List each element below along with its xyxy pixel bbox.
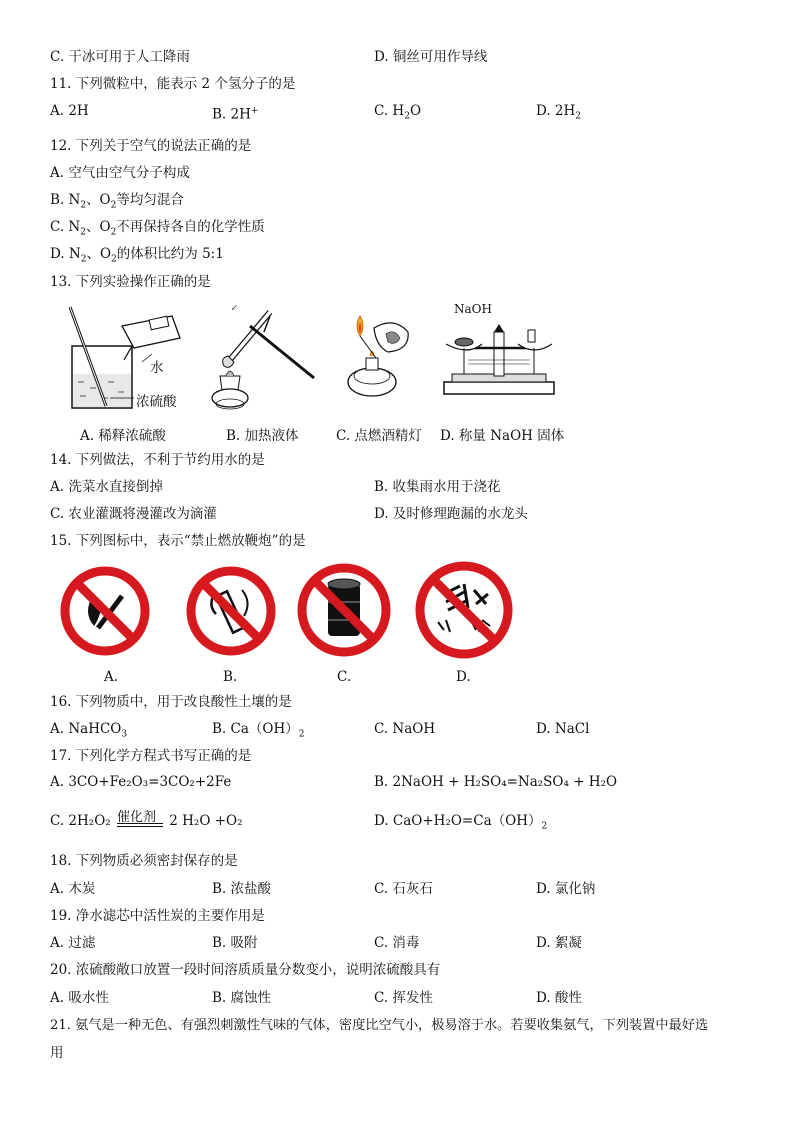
q15-option-d: D. xyxy=(456,669,471,685)
q15-option-c: C. xyxy=(337,669,352,685)
q19-option-c: C. 消毒 xyxy=(374,935,420,951)
q15-option-b: B. xyxy=(223,669,238,685)
q11-option-b: B. 2H+ xyxy=(212,106,259,123)
q17-stem: 17. 下列化学方程式书写正确的是 xyxy=(50,748,252,764)
q12-stem: 12. 下列关于空气的说法正确的是 xyxy=(50,138,252,154)
heating-liquid-figure xyxy=(210,306,320,414)
q12-option-b: B. $N_2$、$O_2$等均匀混合 xyxy=(50,192,184,211)
no-open-flame-sign-icon xyxy=(60,566,150,656)
q12-option-a: A. 空气由空气分子构成 xyxy=(50,165,190,181)
q14-option-d: D. 及时修理跑漏的水龙头 xyxy=(374,506,528,522)
q17-option-b: B. 2NaOH + H₂SO₄=Na₂SO₄ + H₂O xyxy=(374,774,618,790)
label-naoh: NaOH xyxy=(454,302,492,316)
q17-option-d: D. $CaO+H_2O=Ca(OH)_2$ xyxy=(374,813,548,832)
q16-stem: 16. 下列物质中，用于改良酸性土壤的是 xyxy=(50,694,292,710)
arrow-mark-icon: ↙ xyxy=(231,303,238,312)
no-flammable-barrel-sign-icon xyxy=(296,562,392,658)
q16-option-d: D. NaCl xyxy=(536,721,590,737)
no-firecrackers-sign-icon xyxy=(414,560,514,660)
q12-option-c: C. $N_2$、$O_2$不再保持各自的化学性质 xyxy=(50,219,265,238)
q18-option-c: C. 石灰石 xyxy=(374,881,433,897)
q13-option-c: C. 点燃酒精灯 xyxy=(336,428,422,444)
q11-option-d: D. $2H_2$ xyxy=(536,103,582,122)
q14-option-c: C. 农业灌溉将漫灌改为滴灌 xyxy=(50,506,217,522)
q19-stem: 19. 净水滤芯中活性炭的主要作用是 xyxy=(50,908,265,924)
q18-option-a: A. 木炭 xyxy=(50,881,96,897)
q12-option-d: D. $N_2$、$O_2$的体积比约为 5:1 xyxy=(50,246,224,265)
no-smoking-sign-icon xyxy=(186,566,276,656)
q19-option-d: D. 絮凝 xyxy=(536,935,582,951)
q20-stem: 20. 浓硫酸敞口放置一段时间溶质质量分数变小，说明浓硫酸具有 xyxy=(50,962,441,978)
q19-option-b: B. 吸附 xyxy=(212,935,258,951)
q13-option-a: A. 稀释浓硫酸 xyxy=(80,428,166,444)
q10-option-d: D. 铜丝可用作导线 xyxy=(374,49,488,65)
q21-stem-line2: 用 xyxy=(50,1045,64,1061)
q15-option-a: A. xyxy=(104,669,119,685)
label-water: 水 xyxy=(150,360,164,376)
q13-option-b: B. 加热液体 xyxy=(226,428,299,444)
balance-figure xyxy=(438,316,558,398)
q17-option-a: A. 3CO+Fe₂O₃=3CO₂+2Fe xyxy=(50,774,232,790)
q11-option-a: A. 2H xyxy=(50,103,89,119)
q19-option-a: A. 过滤 xyxy=(50,935,96,951)
q18-option-d: D. 氯化钠 xyxy=(536,881,596,897)
alcohol-lamp-figure xyxy=(330,306,414,402)
catalyst-label: 催化剂 xyxy=(116,810,156,825)
q18-stem: 18. 下列物质必须密封保存的是 xyxy=(50,853,238,869)
q17-option-c: C. 2H₂O₂ 催化剂 2 H₂O +O₂ xyxy=(50,810,243,829)
q18-option-b: B. 浓盐酸 xyxy=(212,881,272,897)
q16-option-c: C. NaOH xyxy=(374,721,436,737)
label-concentrated-acid: 浓硫酸 xyxy=(136,394,177,410)
q13-option-d: D. 称量 NaOH 固体 xyxy=(440,428,565,444)
q21-stem-line1: 21. 氨气是一种无色、有强烈刺激性气味的气体，密度比空气小，极易溶于水。若要收集氨气，下列装置中最好选 xyxy=(50,1018,709,1033)
q10-option-c: C. 干冰可用于人工降雨 xyxy=(50,49,190,65)
q15-stem: 15. 下列图标中，表示“禁止燃放鞭炮”的是 xyxy=(50,533,306,549)
q14-option-a: A. 洗菜水直接倒掉 xyxy=(50,479,163,495)
q14-option-b: B. 收集雨水用于浇花 xyxy=(374,479,501,495)
q20-option-d: D. 酸性 xyxy=(536,990,582,1006)
q11-option-c: C. $H_2O$ xyxy=(374,103,422,122)
q16-option-b: B. $Ca(OH)_2$ xyxy=(212,721,305,740)
q16-option-a: A. NaHCO$_3$ xyxy=(50,721,128,740)
q20-option-b: B. 腐蚀性 xyxy=(212,990,272,1006)
q20-option-a: A. 吸水性 xyxy=(50,990,109,1006)
q13-stem: 13. 下列实验操作正确的是 xyxy=(50,274,211,290)
q11-stem: 11. 下列微粒中，能表示 2 个氢分子的是 xyxy=(50,76,296,92)
q20-option-c: C. 挥发性 xyxy=(374,990,433,1006)
q14-stem: 14. 下列做法，不利于节约用水的是 xyxy=(50,452,265,468)
